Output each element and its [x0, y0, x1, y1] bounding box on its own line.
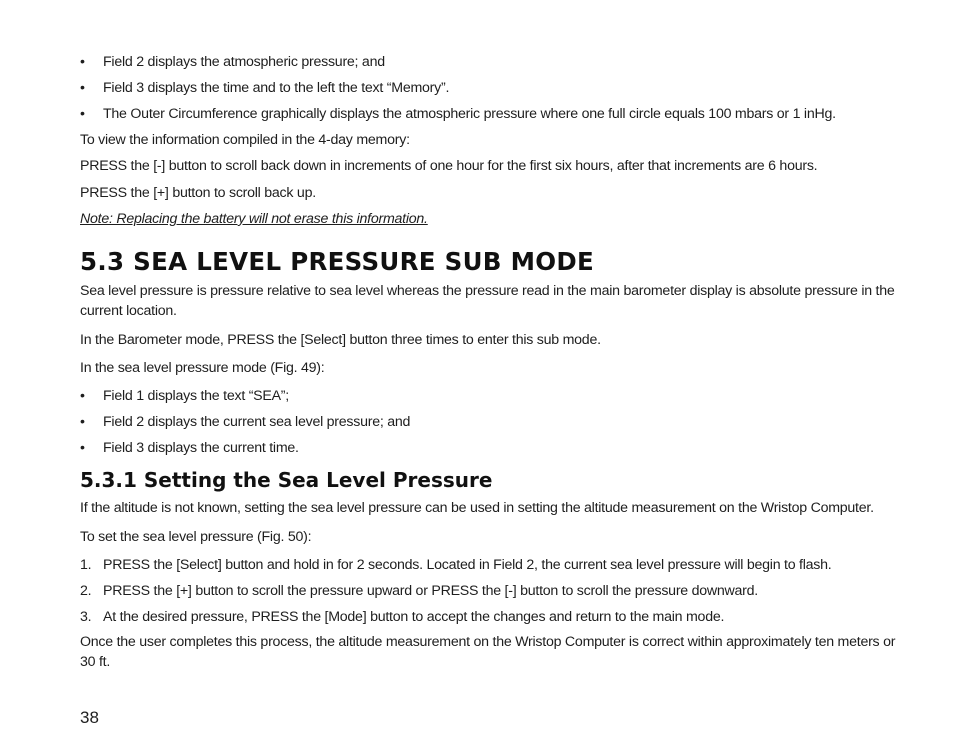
list-item-text: Field 2 displays the current sea level pressure; and [103, 414, 411, 430]
paragraph: To view the information compiled in the 4-day memory: [80, 132, 410, 148]
bullet-marker: • [80, 414, 85, 430]
step-number: 1. [80, 557, 92, 573]
paragraph: In the Barometer mode, PRESS the [Select] button three times to enter this sub mode. [80, 332, 601, 348]
subsection-heading: 5.3.1 Setting the Sea Level Pressure [80, 468, 493, 492]
list-item-text: At the desired pressure, PRESS the [Mode] button to accept the changes and return to the main mode. [103, 609, 725, 625]
bullet-marker: • [80, 80, 85, 96]
paragraph: Sea level pressure is pressure relative to sea level whereas the pressure read in the main barometer display is absolute pressure in the current location. [80, 283, 895, 319]
list-item-text: Field 3 displays the time and to the left the text “Memory”. [103, 80, 450, 96]
list-item-text: Field 2 displays the atmospheric pressure; and [103, 54, 385, 70]
bullet-marker: • [80, 440, 85, 456]
note-wrapper [80, 209, 896, 229]
paragraph: If the altitude is not known, setting the sea level pressure can be used in setting the altitude measurement on the Wristop Computer. [80, 500, 874, 516]
section-heading: 5.3 SEA LEVEL PRESSURE SUB MODE [80, 247, 595, 276]
paragraph: PRESS the [-] button to scroll back down in increments of one hour for the first six hours, after that increments are 6 hours. [80, 158, 818, 174]
battery-note: Note: Replacing the battery will not erase this information. [80, 211, 428, 227]
list-item-text: Field 1 displays the text “SEA”; [103, 388, 289, 404]
paragraph: To set the sea level pressure (Fig. 50): [80, 529, 312, 545]
list-item-text: PRESS the [Select] button and hold in for 2 seconds. Located in Field 2, the current sea level pressure will begin to flash. [103, 557, 832, 573]
list-item-text: The Outer Circumference graphically displays the atmospheric pressure where one full circle equals 100 mbars or 1 inHg. [103, 106, 836, 122]
step-number: 2. [80, 583, 92, 599]
list-item-text: Field 3 displays the current time. [103, 440, 299, 456]
paragraph: In the sea level pressure mode (Fig. 49): [80, 360, 325, 376]
bullet-marker: • [80, 388, 85, 404]
step-number: 3. [80, 609, 92, 625]
bullet-marker: • [80, 54, 85, 70]
bullet-marker: • [80, 106, 85, 122]
page-number: 38 [80, 708, 99, 727]
list-item-text: PRESS the [+] button to scroll the pressure upward or PRESS the [-] button to scroll the pressure downward. [103, 583, 758, 599]
paragraph: Once the user completes this process, the altitude measurement on the Wristop Computer is correct within approximately ten meters or 30 ft. [80, 634, 896, 670]
paragraph: PRESS the [+] button to scroll back up. [80, 185, 316, 201]
